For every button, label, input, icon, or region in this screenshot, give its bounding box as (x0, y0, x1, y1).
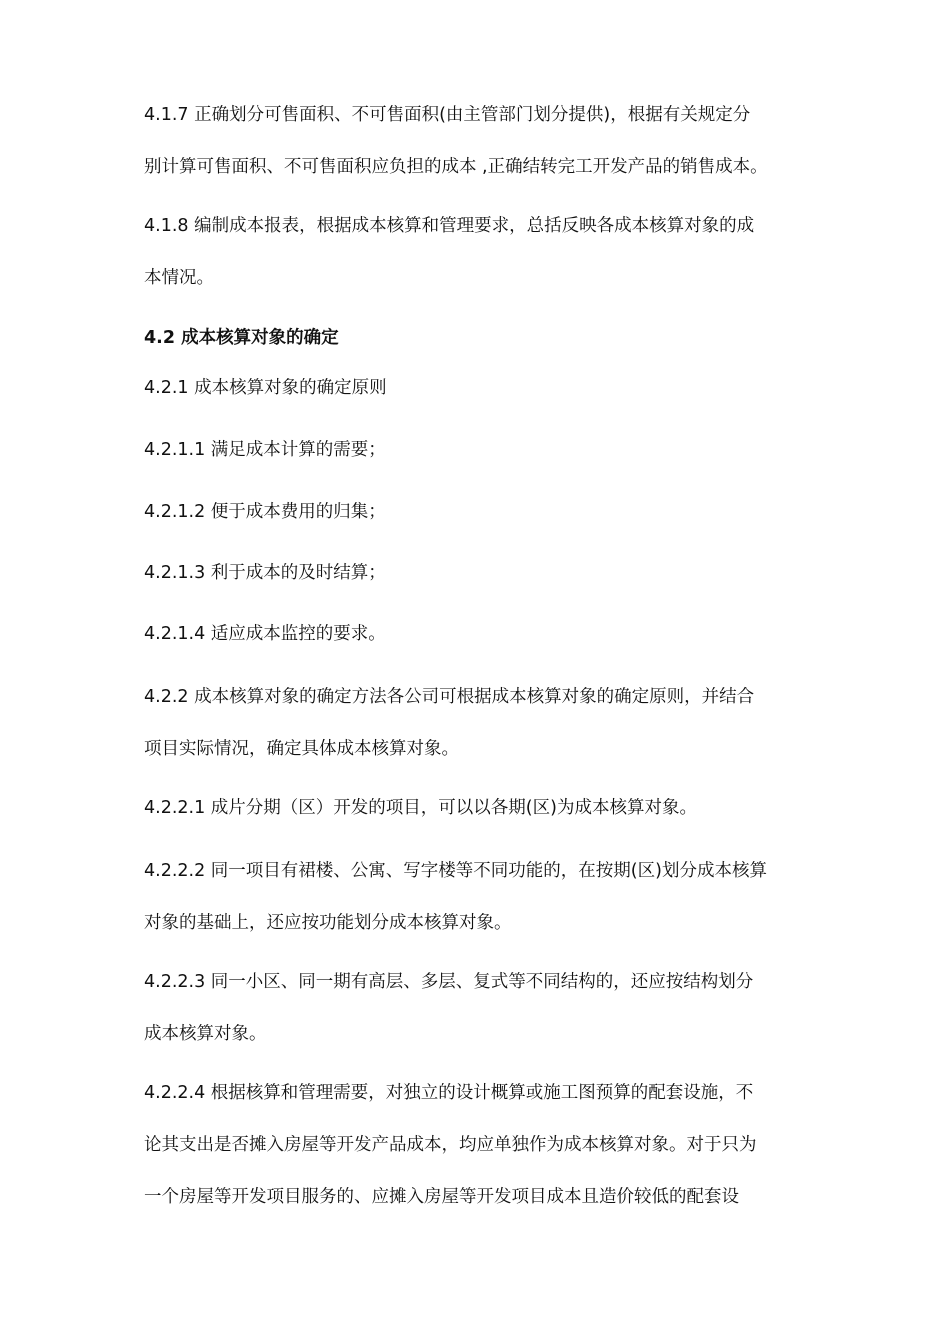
text-line: 论其支出是否摊入房屋等开发产品成本，均应单独作为成本核算对象。对于只为 (144, 1135, 757, 1155)
text-line: 一个房屋等开发项目服务的、应摊入房屋等开发项目成本且造价较低的配套设 (144, 1187, 739, 1207)
text-line: 4.2.2.1 成片分期（区）开发的项目，可以以各期(区)为成本核算对象。 (144, 798, 697, 818)
paragraph-4-2-1-2 (144, 486, 808, 538)
paragraph-4-2-1-1 (144, 424, 808, 476)
text-line: 4.2.1.2 便于成本费用的归集； (144, 502, 386, 522)
section-heading-4-2 (144, 312, 808, 364)
text-line: 4.2.2.4 根据核算和管理需要，对独立的设计概算或施工图预算的配套设施，不 (144, 1083, 754, 1103)
paragraph-4-2-1-3 (144, 547, 808, 599)
text-line: 4.2.1.1 满足成本计算的需要； (144, 440, 386, 460)
paragraph-4-2-1 (144, 362, 808, 414)
text-line: 4.2.1.3 利于成本的及时结算； (144, 563, 386, 583)
heading-text: 4.2 成本核算对象的确定 (144, 328, 339, 348)
text-line: 项目实际情况，确定具体成本核算对象。 (144, 739, 459, 759)
paragraph-4-2-2-3 (144, 956, 808, 1060)
paragraph-4-2-2 (144, 671, 808, 775)
text-line: 4.2.2.3 同一小区、同一期有高层、多层、复式等不同结构的，还应按结构划分 (144, 972, 754, 992)
paragraph-4-1-8 (144, 200, 808, 304)
paragraph-4-2-2-2 (144, 845, 808, 949)
text-line: 4.1.7 正确划分可售面积、不可售面积(由主管部门划分提供)，根据有关规定分 (144, 105, 751, 125)
text-line: 4.1.8 编制成本报表，根据成本核算和管理要求，总括反映各成本核算对象的成 (144, 216, 755, 236)
text-line: 4.2.1.4 适应成本监控的要求。 (144, 624, 386, 644)
text-line: 4.2.2 成本核算对象的确定方法各公司可根据成本核算对象的确定原则，并结合 (144, 687, 755, 707)
paragraph-4-2-1-4 (144, 608, 808, 660)
text-line: 成本核算对象。 (144, 1024, 267, 1044)
paragraph-4-2-2-1 (144, 782, 808, 834)
text-line: 4.2.1 成本核算对象的确定原则 (144, 378, 387, 398)
text-line: 别计算可售面积、不可售面积应负担的成本 ,正确结转完工开发产品的销售成本。 (144, 157, 768, 177)
paragraph-4-2-2-4 (144, 1067, 808, 1223)
text-line: 对象的基础上，还应按功能划分成本核算对象。 (144, 913, 512, 933)
paragraph-4-1-7 (144, 89, 808, 193)
text-line: 4.2.2.2 同一项目有裙楼、公寓、写字楼等不同功能的，在按期(区)划分成本核算 (144, 861, 767, 881)
text-line: 本情况。 (144, 268, 214, 288)
